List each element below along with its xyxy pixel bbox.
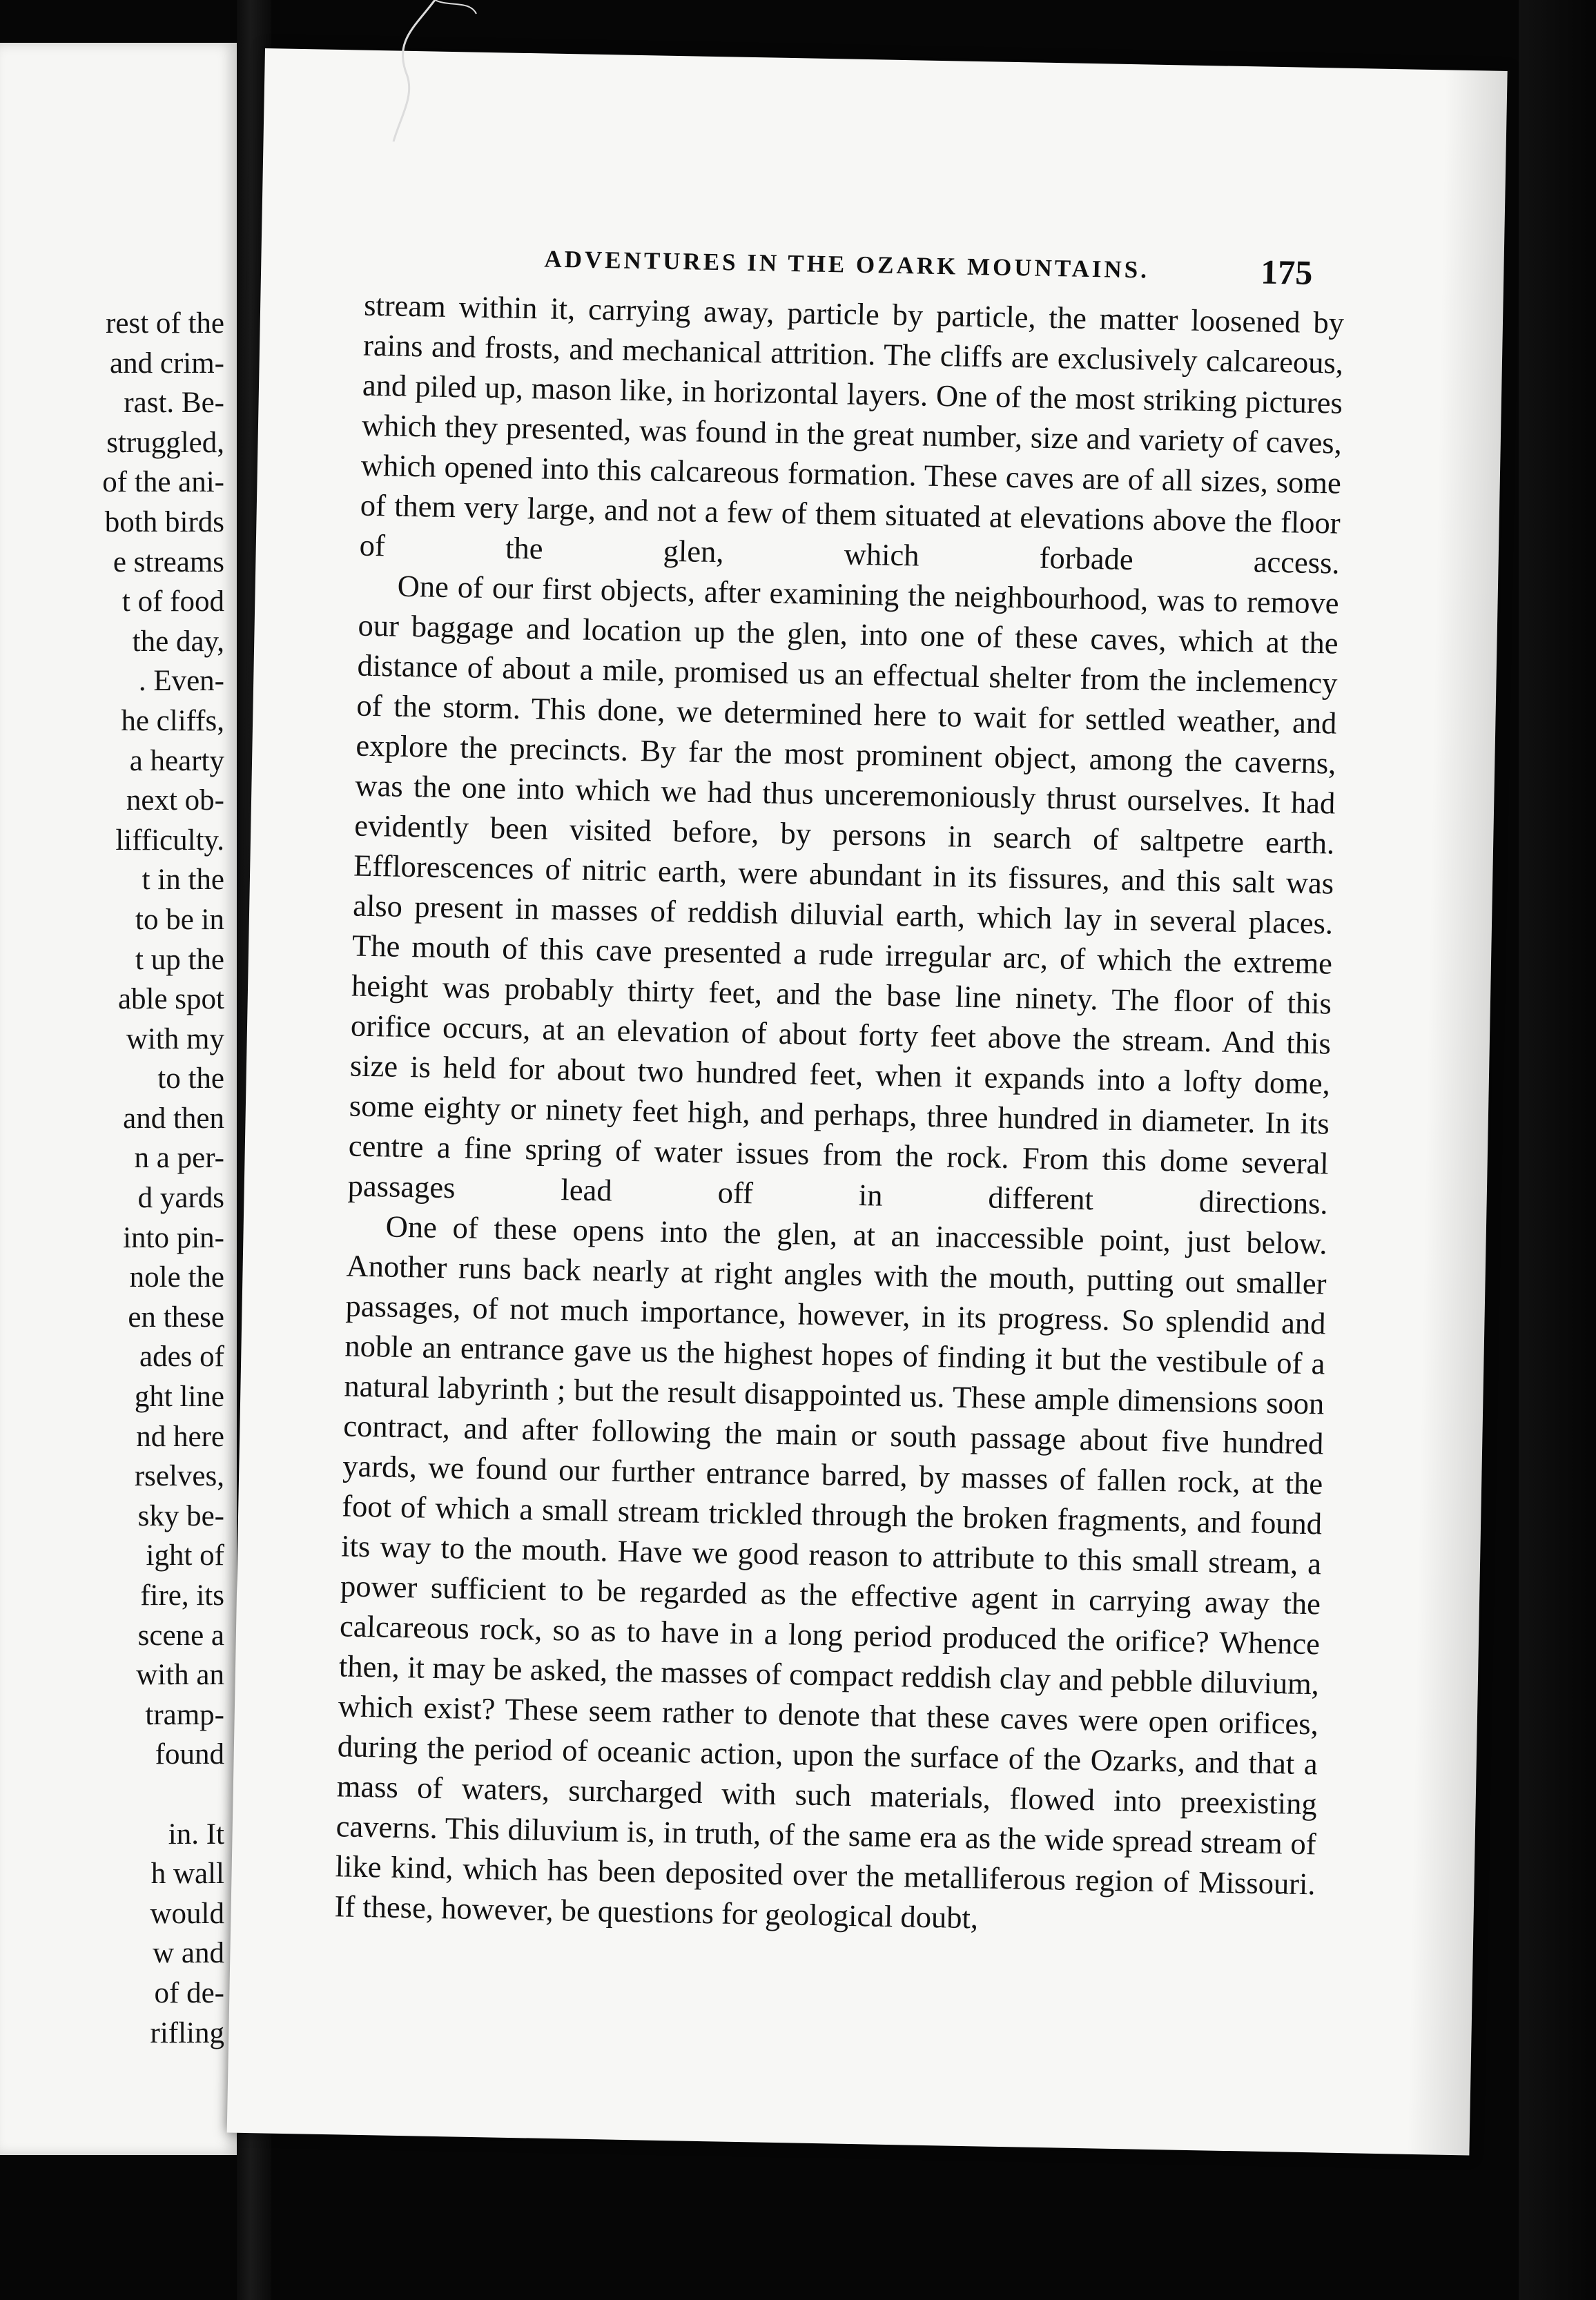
- previous-page-line: and then: [123, 1102, 224, 1135]
- previous-page-line: would: [150, 1897, 224, 1930]
- previous-page-line: ght line: [134, 1381, 224, 1414]
- page-number: 175: [1260, 252, 1313, 292]
- previous-page-line: lifficulty.: [115, 823, 224, 857]
- previous-page-line: with my: [126, 1022, 224, 1055]
- previous-page-line: nole the: [129, 1261, 224, 1294]
- previous-page-line: d yards: [137, 1182, 224, 1215]
- paragraph-1: stream within it, carrying away, particle by particle, the matter loosened by rains and frosts, and mechanical attrition. The cliffs are exclusively calcareous, and piled up, mason like, in horizontal layers. One of the most striking pictures which they presented, was found in the great number, size and variety of caves, which opened into this calcareous formation. These caves are of all sizes, some of them very large, and not a few of them situated at elevations above the floor of the glen, which forbade access.: [359, 287, 1345, 581]
- previous-page-line: a hearty: [129, 744, 224, 777]
- previous-page-line: with an: [136, 1659, 224, 1692]
- previous-page-line: rifling: [150, 2016, 224, 2049]
- previous-page-line: scene a: [137, 1619, 224, 1652]
- book-edge: [1519, 0, 1596, 2300]
- previous-page-line: e streams: [113, 545, 224, 578]
- previous-page-line: next ob-: [126, 784, 224, 817]
- previous-page-text: [102, 304, 224, 2053]
- paragraph-3: One of these opens into the glen, at an inaccessible point, just below. Another runs back nearly at right angles with the mouth, putting out smaller passages, of not much importance, however, in its progress. So splendid and noble an entrance gave us the highest hopes of finding it but the vestibule of a natural labyrinth ; but the result disappointed us. These ample dimensions soon contract, and after following the main or south passage about five hundred yards, we found our further entrance barred, by masses of fallen rock, at the foot of which a small stream trickled through the broken fragments, and found its way to the mouth. Have we good reason to attribute to this small stream, a power sufficient to be regarded as the effective agent in carrying away the calcareous rock, so as to have in a long period produced the orifice? Whence then, it may be asked, the masses of compact reddish clay and pebble diluvium, which exist? These seem rather to denote that these caves were open orifices, during the period of oceanic action, upon the surface of the Ozarks, and that a mass of waters, surcharged with such materials, flowed into preexisting caverns. This diluvium is, in truth, of the same era as the wide spread stream of like kind, which has been deposited over the metalliferous region of Missouri. If these, however, be questions for geological doubt,: [334, 1209, 1327, 1936]
- running-head: ADVENTURES IN THE OZARK MOUNTAINS.: [544, 245, 1150, 284]
- previous-page-line: rast. Be-: [124, 387, 224, 420]
- previous-page-line: [102, 1775, 224, 1815]
- previous-page-line: found: [155, 1738, 224, 1771]
- previous-page-line: nd here: [136, 1420, 224, 1453]
- previous-page-line: n a per-: [134, 1142, 224, 1175]
- previous-page-line: in. It: [168, 1817, 224, 1851]
- previous-page-line: ight of: [146, 1539, 224, 1572]
- previous-page-line: sky be-: [137, 1499, 224, 1532]
- scratch-mark: [387, 0, 525, 145]
- previous-page-line: to the: [157, 1062, 224, 1095]
- previous-page-line: to be in: [135, 903, 224, 936]
- previous-page-line: w and: [153, 1937, 224, 1970]
- previous-page: [0, 43, 237, 2155]
- previous-page-line: the day,: [132, 625, 224, 658]
- previous-page-line: struggled,: [106, 426, 224, 459]
- previous-page-line: of de-: [154, 1976, 224, 2009]
- previous-page-line: . Even-: [138, 665, 224, 698]
- previous-page-line: t in the: [142, 864, 224, 897]
- previous-page-line: en these: [128, 1300, 224, 1334]
- previous-page-line: of the ani-: [102, 466, 224, 499]
- previous-page-line: ades of: [139, 1341, 224, 1374]
- previous-page-line: he cliffs,: [121, 704, 224, 737]
- previous-page-line: both birds: [104, 505, 224, 538]
- previous-page-line: tramp-: [145, 1698, 224, 1731]
- previous-page-line: h wall: [150, 1858, 224, 1891]
- previous-page-line: t up the: [135, 943, 224, 976]
- previous-page-line: and crim-: [110, 347, 224, 380]
- previous-page-line: t of food: [121, 585, 224, 618]
- paragraph-2: One of our first objects, after examining the neighbourhood, was to remove our baggage and location up the glen, into one of these caves, which at the distance of about a mile, promised us an effectual shelter from the inclemency of the storm. This done, we determined here to wait for settled weather, and explore the precincts. By far the most prominent object, among the caverns, was the one into which we had thus unceremoniously thrust ourselves. It had evidently been visited before, by persons in search of saltpetre earth. Efflorescences of nitric earth, were abundant in its fissures, and this salt was also present in masses of reddish diluvial earth, which lay in several places. The mouth of this cave presented a rude irregular arc, of which the extreme height was probably thirty feet, and the base line ninety. The floor of this orifice occurs, at an elevation of about forty feet above the stream. And this size is held for about two hundred feet, when it expands into a lofty dome, some eighty or ninety feet high, and perhaps, three hundred in diameter. In its centre a fine spring of water issues from the rock. From this dome several passages lead off in different directions.: [347, 568, 1339, 1221]
- page-body: [334, 285, 1344, 1945]
- previous-page-line: able spot: [117, 983, 224, 1016]
- previous-page-line: rselves,: [134, 1460, 224, 1493]
- book-page: [227, 48, 1508, 2155]
- previous-page-line: into pin-: [123, 1221, 224, 1254]
- previous-page-line: rest of the: [106, 307, 224, 340]
- previous-page-line: fire, its: [140, 1579, 224, 1612]
